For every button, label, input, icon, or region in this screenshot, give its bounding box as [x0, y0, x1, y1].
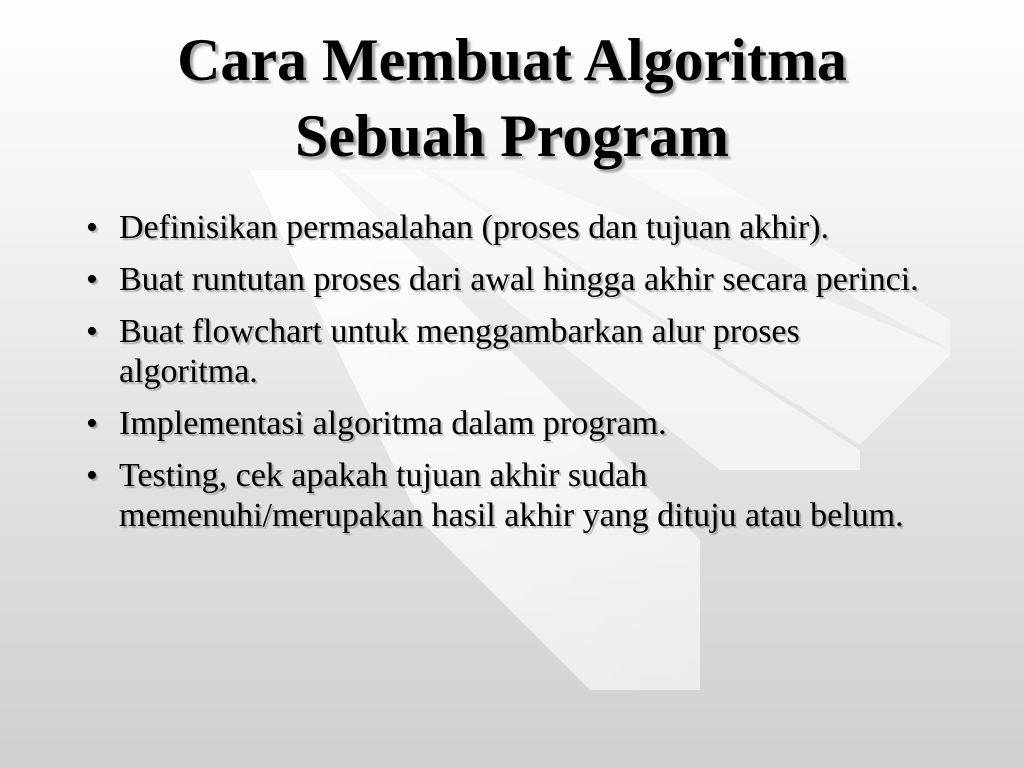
bullet-item	[86, 456, 926, 536]
bullet-list	[86, 208, 926, 548]
slide-title	[0, 22, 1024, 174]
bullet-text: Definisikan permasalahan (proses dan tujuan akhir).	[119, 209, 829, 246]
bullet-item	[86, 312, 926, 392]
bullet-dot-icon: •	[86, 405, 98, 442]
title-line: Cara Membuat Algoritma	[177, 27, 847, 93]
bullet-dot-icon: •	[86, 209, 98, 246]
bullet-dot-icon: •	[86, 457, 98, 494]
bullet-item	[86, 260, 926, 300]
bullet-text: Buat runtutan proses dari awal hingga akhir secara perinci.	[119, 261, 919, 298]
bullet-dot-icon: •	[86, 313, 98, 350]
bullet-dot-icon: •	[86, 261, 98, 298]
bullet-text: Implementasi algoritma dalam program.	[119, 405, 667, 442]
bullet-item	[86, 404, 926, 444]
bullet-text: Buat flowchart untuk menggambarkan alur proses algoritma.	[119, 313, 800, 390]
bullet-item	[86, 208, 926, 248]
title-line: Sebuah Program	[295, 103, 729, 169]
bullet-text: Testing, cek apakah tujuan akhir sudah memenuhi/merupakan hasil akhir yang dituju atau belum.	[119, 457, 904, 534]
